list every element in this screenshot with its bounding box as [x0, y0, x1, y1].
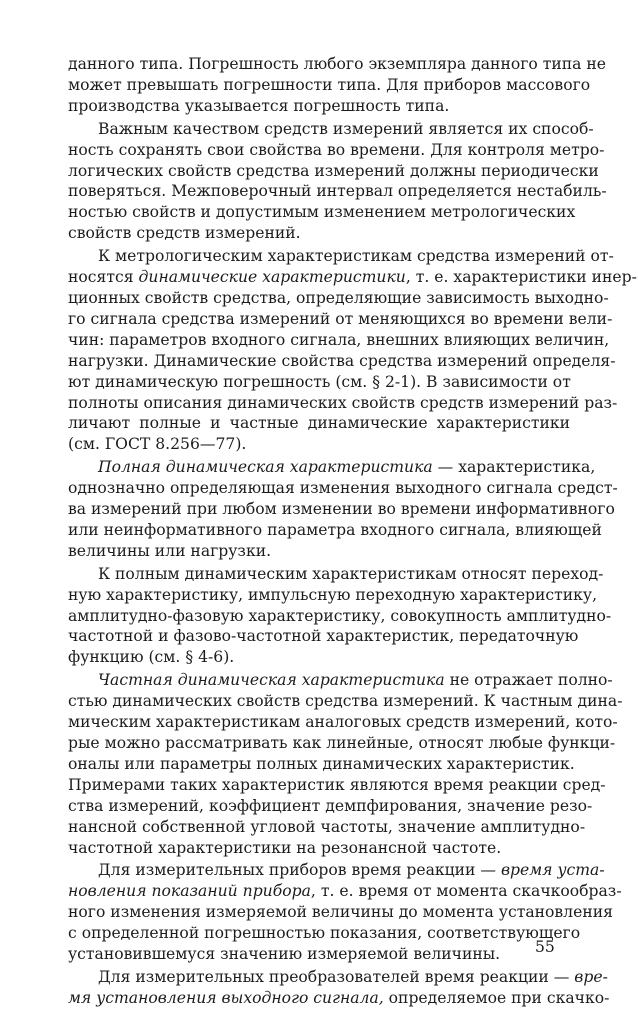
- text-run: Для измерительных приборов время реакции —: [98, 861, 501, 880]
- text-line: ют динамическую погрешность (см. § 2-1). В зависимости от: [68, 372, 571, 391]
- term-output-settling-time-cont: мя установления выходного сигнала,: [68, 988, 384, 1007]
- text-line: логических свойств средства измерений должны периодически: [68, 161, 599, 180]
- text-line: частотной характеристики на резонансной частоте.: [68, 838, 502, 857]
- paragraph-3: [68, 246, 637, 455]
- term-output-settling-time: вре-: [574, 967, 608, 986]
- text-line: установившемуся значению измеряемой величины.: [68, 945, 501, 964]
- text-line: (см. ГОСТ 8.256—77).: [68, 435, 247, 454]
- text-run: , т. е. характеристики инер-: [405, 268, 637, 287]
- page-number: 55: [535, 938, 555, 956]
- text-line: [68, 267, 637, 288]
- text-line: ностью свойств и допустимым изменением метрологических: [68, 203, 576, 222]
- paragraph-1: [68, 54, 607, 117]
- text-line: [68, 457, 596, 478]
- text-line: данного типа. Погрешность любого экземпляра данного типа не: [68, 55, 607, 73]
- text-line: нагрузки. Динамические свойства средства измерений определя-: [68, 351, 616, 370]
- text-line: поверяться. Межповерочный интервал определяется нестабиль-: [68, 182, 607, 201]
- paragraph-6: [68, 670, 623, 858]
- text-line: ционных свойств средства, определяющие зависимость выходно-: [68, 288, 609, 307]
- text-line: ства измерений, коэффициент демпфирования, значение резо-: [68, 796, 593, 815]
- text-line: рые можно рассматривать как линейные, относят любые функци-: [68, 734, 616, 752]
- text-line: частотной и фазово-частотной характеристик, передаточную: [68, 627, 579, 646]
- text-run: Для измерительных преобразователей время реакции —: [98, 967, 575, 986]
- text-run: не отражает полно-: [444, 671, 613, 690]
- text-line: [68, 670, 613, 691]
- term-indication-settling-time: время уста-: [500, 861, 605, 880]
- text-line: производства указывается погрешность типа.: [68, 96, 450, 115]
- paragraph-4: [68, 457, 618, 562]
- text-line: может превышать погрешности типа. Для приборов массового: [68, 75, 591, 94]
- term-partial-dynamic-characteristic: Частная динамическая характеристика: [98, 671, 445, 690]
- paragraph-5: [68, 564, 612, 669]
- text-line: Важным качеством средств измерений является их способ-: [98, 119, 594, 138]
- text-line: функцию (см. § 4-6).: [68, 648, 235, 667]
- text-line: стью динамических свойств средства измерений. К частным дина-: [68, 692, 623, 711]
- text-line: величины или нагрузки.: [68, 541, 272, 560]
- text-line: амплитудно-фазовую характеристику, совокупность амплитудно-: [68, 606, 612, 625]
- text-line: полноты описания динамических свойств средств измерений раз-: [68, 393, 618, 412]
- text-line: с определенной погрешностью показания, соответствующего: [68, 924, 581, 943]
- paragraph-2: [68, 119, 607, 244]
- text-line: оналы или параметры полных динамических характеристик.: [68, 754, 575, 773]
- paragraph-7: [68, 860, 622, 965]
- text-line: личают полные и частные динамические характеристики: [68, 414, 570, 433]
- text-run: определяемое при скачко-: [383, 988, 610, 1007]
- text-line: нансной собственной угловой частоты, значение амплитудно-: [68, 817, 586, 836]
- text-line: К полным динамическим характеристикам относят переход-: [98, 564, 604, 583]
- text-line: Примерами таких характеристик являются время реакции сред-: [68, 775, 606, 794]
- text-line: ва измерений при любом изменении во времени информативного: [68, 500, 615, 519]
- text-line: [68, 988, 610, 1009]
- text-line: мическим характеристикам аналоговых средств измерений, кото-: [68, 713, 618, 732]
- text-line: [68, 967, 608, 988]
- text-line: ную характеристику, импульсную переходную характеристику,: [68, 585, 598, 604]
- term-full-dynamic-characteristic: Полная динамическая характеристика: [98, 458, 433, 477]
- text-run: — характеристика,: [432, 458, 596, 477]
- text-line: го сигнала средства измерений от меняющихся во времени вели-: [68, 309, 613, 328]
- text-line: чин: параметров входного сигнала, внешних влияющих величин,: [68, 330, 610, 349]
- text-line: или неинформативного параметра входного сигнала, влияющей: [68, 520, 602, 539]
- text-line: К метрологическим характеристикам средства измерений от-: [98, 247, 614, 266]
- text-line: ного изменения измеряемой величины до момента установления: [68, 903, 613, 922]
- paragraph-8: [68, 967, 610, 1009]
- term-dynamic-characteristics: динамические характеристики: [138, 268, 406, 287]
- text-line: свойств средств измерений.: [68, 224, 301, 243]
- text-line: [68, 881, 622, 902]
- text-run: носятся: [68, 268, 139, 287]
- term-indication-settling-time-cont: новления показаний прибора: [68, 882, 311, 901]
- text-line: однозначно определяющая изменения выходного сигнала средст-: [68, 479, 618, 498]
- text-line: ность сохранять свои свойства во времени. Для контроля метро-: [68, 140, 605, 159]
- text-run: , т. е. время от момента скачкообраз-: [310, 882, 622, 901]
- document-page: [68, 54, 637, 1011]
- text-line: [68, 860, 605, 881]
